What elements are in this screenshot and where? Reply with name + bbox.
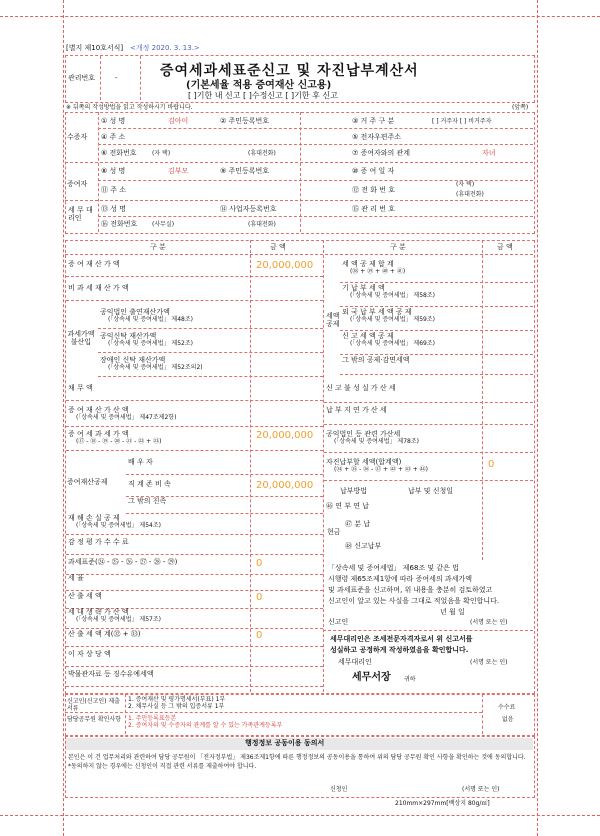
row-note: (「상속세 및 증여세법」 제52조의2) (108, 364, 203, 371)
agent-phone-office[interactable]: (사무실) (152, 221, 175, 228)
table-row-left (68, 260, 120, 268)
attach-staff-items: 1. 주민등록표등본 2. 증여자의 및 수증자의 관계를 알 수 있는 가족관계등록부 (128, 715, 283, 729)
row-note: (「상속세 및 증여세법」 제47조제2항) (76, 414, 177, 421)
revision-date: <개정 2020. 3. 13.> (130, 44, 200, 52)
row-note: (「상속세 및 증여세법」 제59조) (350, 316, 435, 323)
row-label: 공익법인 등 관련 가산세 (326, 430, 401, 438)
row-note: (⑰ - ⑱ - ⑲ - ⑳ - ㉑ - ㉒ + ㉓) (76, 438, 162, 445)
row-note: (「상속세 및 증여세법」 제58조) (350, 292, 435, 299)
declaration-line-1: 「상속세 및 증여세법」 제68조 및 같은 법 (328, 564, 459, 572)
row-amount[interactable]: 0 (256, 558, 263, 569)
table-row-left (128, 458, 153, 466)
table-row-left (100, 356, 203, 371)
addressee-suffix: 귀하 (404, 676, 416, 683)
cash-group-label: 현금 (327, 528, 341, 536)
table-row-left (68, 630, 141, 638)
table-row-left (128, 497, 166, 505)
row-note: (「상속세 및 증여세법」 제52조) (108, 340, 193, 347)
row-label: 산 출 세 액 (68, 592, 102, 600)
row-label: 장애인 신탁 재산가액 (100, 356, 166, 364)
notice-text: ※ 뒤쪽의 작성방법을 읽고 작성하시기 바랍니다. (66, 104, 193, 111)
cash-report-label: ㊽ 신고납부 (345, 542, 382, 550)
table-row-left (68, 284, 129, 292)
table-row-left (68, 406, 176, 421)
relation-label: ⑦ 증여자와의 관계 (352, 149, 411, 157)
recipient-phone-label: ⑥ 전화번호 (101, 149, 137, 157)
fee-label: 수수료 (498, 704, 516, 711)
recipient-name-label: ① 성 명 (101, 117, 126, 125)
form-title: 증여세과세표준신고 및 자진납부계산서 (160, 63, 419, 79)
table-row-right (342, 260, 405, 275)
row-label: 채 무 액 (68, 384, 93, 392)
row-note: (「상속세 및 증여세법」 제57조) (76, 616, 161, 623)
agent-phone-label: ⑯ 전화번호 (101, 220, 138, 228)
declaration-line-3: 및 과세표준을 신고하며, 위 내용을 충분히 검토하였고 (328, 586, 493, 594)
left-group-deduction: 과세가액 불산입 (67, 330, 95, 346)
row-label: 직 계 존 비 속 (128, 480, 171, 488)
agent-sign[interactable]: (서명 또는 인) (470, 659, 508, 666)
cash-split-label: ㊼ 분 납 (345, 520, 370, 528)
row-note: (㊳ + ㊴ + ㊵ + ㊶) (350, 268, 406, 275)
table-row-left (100, 332, 193, 347)
filing-options[interactable]: [ ]기한 내 신고 [ ]수정신고 [ ]기한 후 신고 (188, 91, 338, 100)
declaration-date[interactable]: 년 월 일 (440, 608, 465, 616)
agent-bizno-label: ⑭ 사업자등록번호 (220, 205, 277, 213)
agent-mgmtno-label: ⑮ 관 리 번 호 (352, 205, 395, 213)
row-amount[interactable]: 20,000,000 (256, 430, 314, 441)
table-row-left (68, 608, 161, 623)
consent-signer: 신청인 (330, 786, 348, 793)
payment-date-label: 납부 및 신청일 (408, 487, 454, 495)
donor-phone-home[interactable]: (자 택) (456, 181, 475, 188)
row-note: (「상속세 및 증여세법」 제48조) (108, 316, 193, 323)
row-label: 그 밖의 공제·감면세액 (342, 356, 410, 364)
row-label: 재 해 손 실 공 제 (68, 514, 120, 522)
row-note: (「상속세 및 증여세법」 제69조) (350, 340, 435, 347)
residence-options[interactable]: [ ] 거주자 [ ] 비거주자 (432, 118, 492, 125)
email-label: ⑤ 전자우편주소 (352, 133, 402, 141)
row-note: (「상속세 및 증여세법」 제54조) (76, 522, 161, 529)
donor-name-value[interactable]: 김부모 (168, 167, 189, 175)
row-note: (㉞ + ㉟ - ㊱ - ㊲ + ㊷ + ㊸ + ㊹) (334, 466, 429, 473)
row-label: 세 율 (68, 574, 84, 582)
paper-spec: 210mm×297mm[백상지 80g/㎡] (395, 800, 490, 807)
col-amount-left: 금 액 (270, 243, 286, 251)
table-row-left (68, 574, 84, 582)
row-label: 산 출 세 액 계(㉜ + ㉝) (68, 630, 141, 638)
addressee: 세무서장 (352, 672, 391, 683)
agent-section-label: 세 무 대리인 (68, 206, 93, 222)
row-amount[interactable]: 20,000,000 (256, 480, 314, 491)
gift-date-label: ⑩ 증 여 일 자 (352, 167, 395, 175)
margin-guide-right (537, 0, 538, 836)
recipient-phone-home[interactable]: (자 택) (152, 150, 171, 157)
fee-value: 없음 (502, 716, 514, 723)
recipient-rrn-label: ② 주민등록번호 (220, 117, 270, 125)
consent-sign[interactable]: (서명 또는 인) (462, 786, 500, 793)
row-label: 그 밖의 친족 (128, 497, 167, 505)
donor-phone-mobile[interactable]: (휴대전화) (456, 191, 484, 198)
page-mark: (앞쪽) (512, 104, 529, 111)
table-row-right (326, 458, 428, 473)
row-label: 과세표준(㉔ - ㉕ - ㉖ - ㉗ - ㉘ - ㉙) (68, 558, 178, 566)
consent-text: 본인은 이 건 업무처리와 관련하여 담당 공무원이 「전자정부법」 제36조제1항에 따른 행정정보의 공동이용을 통하여 위의 담당 공무원 확인 사항을 확인하는 것에 동의합니다. *동의하지 않는 경우에는 신청인이 직접 관련 서류를 제출하여야 합니다. (68, 754, 526, 770)
right-group-tax: 세액 공제 (326, 312, 340, 328)
agent-confirm-line-2: 성실하고 공정하게 작성하였음을 확인합니다. (330, 646, 469, 654)
row-label: 자진납부할 세액(합계액) (326, 458, 402, 466)
recipient-name-value[interactable]: 김아이 (168, 117, 189, 125)
donor-rrn-label: ⑨ 주민등록번호 (220, 167, 270, 175)
table-row-right (342, 356, 410, 364)
relation-value[interactable]: 자녀 (482, 149, 496, 157)
row-label: 공익신탁 재산가액 (100, 332, 157, 340)
agent-sign-label: 세무대리인 (338, 658, 372, 666)
table-row-left (68, 558, 177, 566)
table-row-left (68, 430, 161, 445)
row-label: 증 여 재 산 가 액 (68, 260, 120, 268)
table-row-left (68, 384, 93, 392)
row-amount[interactable]: 0 (256, 630, 263, 641)
recipient-address-label: ④ 주 소 (101, 133, 126, 141)
table-row-left (68, 592, 102, 600)
table-row-left (128, 480, 171, 488)
table-row-left (100, 308, 193, 323)
row-label: 감 정 평 가 수 수 료 (68, 538, 129, 546)
row-label: 증 여 재 산 가 산 액 (68, 406, 129, 414)
row-label: 증 여 세 과 세 가 액 (68, 430, 129, 438)
table-row-right (326, 430, 419, 445)
agent-confirm-line-1: 세무대리인은 조세전문자격자로서 위 신고서를 (330, 635, 473, 643)
declaration-line-2: 시행령 제65조제1항에 따라 증여세의 과세가액 (328, 575, 472, 583)
consent-title: 행정정보 공동이용 동의서 (245, 739, 325, 747)
row-label: 신 고 불 성 실 가 산 세 (326, 384, 396, 392)
donor-address-label: ⑪ 주 소 (101, 186, 126, 194)
row-note: (「상속세 및 증여세법」 제78조) (334, 438, 419, 445)
margin-guide-bottom (0, 815, 600, 816)
margin-guide-left (63, 0, 64, 836)
table-row-left (68, 670, 154, 678)
row-label: 기 납 부 세 액 (342, 284, 385, 292)
recipient-section-label: 수증자 (67, 133, 88, 141)
filer-sign[interactable]: (서명 또는 인) (470, 619, 508, 626)
col-amount-right: 금 액 (497, 243, 513, 251)
donor-phone-label: ⑫ 전 화 번 호 (352, 186, 395, 194)
col-category-left: 구 분 (150, 243, 166, 251)
filer-label: 신고인 (328, 618, 349, 626)
table-row-right (326, 384, 396, 392)
row-label: 비 과 세 재 산 가 액 (68, 284, 129, 292)
receipt-value: - (115, 74, 118, 82)
declaration-line-4: 신고인이 알고 있는 사실을 그대로 적었음을 확인합니다. (328, 597, 500, 605)
donor-section-label: 증여자 (67, 180, 88, 188)
table-row-left (68, 538, 129, 546)
row-label: 배 우 자 (128, 458, 153, 466)
installment-label: ㊻ 연 부 연 납 (326, 502, 369, 510)
residence-label: ③ 거 주 구 분 (352, 117, 395, 125)
row-label: 신 고 세 액 공 제 (342, 332, 394, 340)
recipient-phone-mobile[interactable]: (휴대전화) (248, 150, 276, 157)
consent-box (65, 736, 535, 798)
agent-phone-mobile[interactable]: (휴대전화) (248, 221, 276, 228)
row-label: 세 대 생 략 가 산 액 (68, 608, 129, 616)
row-amount[interactable]: 20,000,000 (256, 260, 314, 271)
agent-name-label: ⑬ 성 명 (101, 205, 126, 213)
table-row-right (342, 332, 435, 347)
table-row-right (342, 308, 435, 323)
table-row-right (326, 406, 387, 414)
form-number: [별지 제10호서식] (66, 44, 124, 52)
row-label: 세 액 공 제 합 계 (342, 260, 394, 268)
table-row-left (68, 650, 111, 658)
row-label: 공익법인 출연재산가액 (100, 308, 170, 316)
form-subtitle: (기본세율 적용 증여재산 신고용) (186, 80, 332, 91)
attach-staff-label: 담당공무원 확인사항 (67, 716, 122, 723)
row-label: 납 부 지 연 가 산 세 (326, 406, 387, 414)
row-label: 박물관자료 등 징수유예세액 (68, 670, 154, 678)
col-category-right: 구 분 (390, 243, 406, 251)
row-label: 외 국 납 부 세 액 공 제 (342, 308, 412, 316)
left-group-estate: 증여재산공제 (67, 478, 108, 486)
table-row-left (68, 514, 161, 529)
row-amount[interactable]: 0 (488, 459, 495, 470)
row-label: 이 자 상 당 액 (68, 650, 111, 658)
receipt-label: 관리번호 (68, 74, 96, 82)
margin-guide-top (0, 16, 600, 17)
attach-filer-items: 1. 증여재산 및 평가명세서(부표) 1부 2. 채무사실 등 그 밖의 입증서류 1부 (128, 696, 226, 710)
donor-name-label: ⑧ 성 명 (101, 167, 126, 175)
row-amount[interactable]: 0 (256, 592, 263, 603)
payment-method-label: 납부방법 (340, 487, 368, 495)
attach-filer-label: 신고인(신고인) 제출서류 (67, 698, 120, 712)
table-row-right (342, 284, 435, 299)
